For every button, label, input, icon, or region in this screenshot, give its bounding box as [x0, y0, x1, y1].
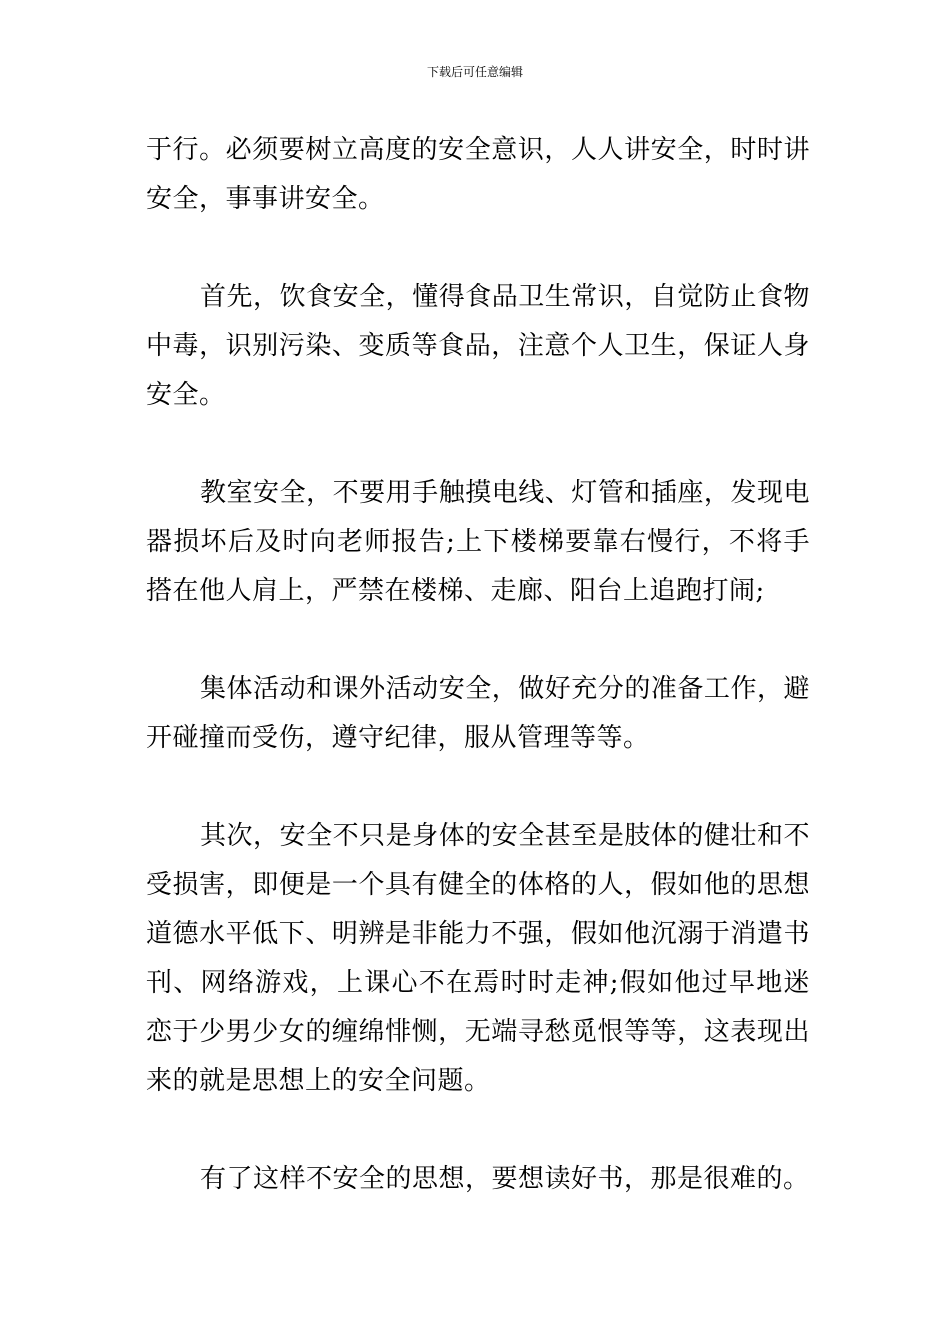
paragraph-classroom-safety: 教室安全，不要用手触摸电线、灯管和插座，发现电器损坏后及时向老师报告;上下楼梯要靠右慢行，不将手搭在他人肩上，严禁在楼梯、走廊、阳台上追跑打闹;: [146, 478, 810, 606]
document-body: [146, 126, 810, 1204]
paragraph-conclusion: 有了这样不安全的思想，要想读好书，那是很难的。: [200, 1164, 810, 1194]
paragraph-continuation: 于行。必须要树立高度的安全意识，人人讲安全，时时讲安全，事事讲安全。: [146, 135, 810, 214]
paragraph-mental-safety: 其次，安全不只是身体的安全甚至是肢体的健壮和不受损害，即便是一个具有健全的体格的人，假如他的思想道德水平低下、明辨是非能力不强，假如他沉溺于消遣书刊、网络游戏，上课心不在焉时时走神;假如他过早地迷恋于少男少女的缠绵悱恻，无端寻愁觅恨等等，这表现出来的就是思想上的安全问题。: [146, 821, 810, 1096]
paragraph-activity-safety: 集体活动和课外活动安全，做好充分的准备工作，避开碰撞而受伤，遵守纪律，服从管理等等。: [146, 674, 810, 753]
paragraph-food-safety: 首先，饮食安全，懂得食品卫生常识，自觉防止食物中毒，识别污染、变质等食品，注意个人卫生，保证人身安全。: [146, 282, 810, 410]
page-header: 下载后可任意编辑: [426, 65, 523, 79]
